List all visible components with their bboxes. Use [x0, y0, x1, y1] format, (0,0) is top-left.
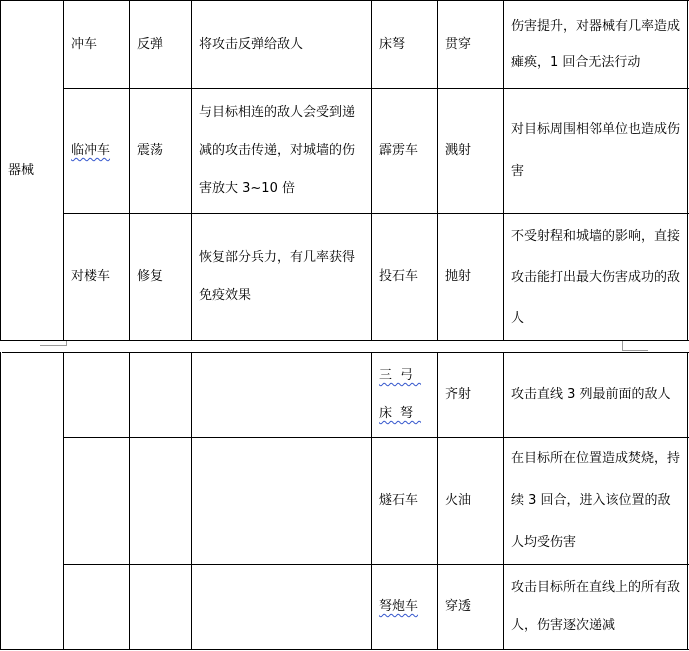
table-border-bottom: [0, 340, 689, 341]
table-cell: [192, 89, 371, 213]
category-cell: [1, 1, 63, 340]
table-cell: [504, 565, 687, 649]
skill-description: 恢复部分兵力，有几率获得免疫效果: [199, 250, 356, 303]
unit-name: 三弓床弩: [379, 368, 422, 421]
table-cell: [64, 214, 129, 340]
unit-name: 投石车: [379, 269, 419, 284]
table-cell: [372, 214, 437, 340]
table-cell: [372, 353, 437, 437]
unit-name: 弩炮车: [379, 599, 419, 614]
page-break-mark: [40, 345, 66, 346]
skill-description: 将攻击反弹给敌人: [199, 36, 304, 52]
skill-name: 震荡: [137, 143, 164, 158]
col-divider: [191, 352, 192, 650]
col-divider: [0, 352, 1, 650]
col-divider: [687, 352, 688, 650]
page-break-mark: [622, 341, 623, 351]
table-cell: [438, 89, 503, 213]
skill-description: 在目标所在位置造成焚烧，持续 3 回合，进入该位置的敌人均受伤害: [511, 451, 681, 550]
skill-description: 不受射程和城墙的影响，直接攻击能打出最大伤害成功的敌人: [511, 228, 681, 326]
table-cell: [130, 214, 191, 340]
table-cell: [372, 89, 437, 213]
skill-name: 抛射: [445, 269, 472, 284]
skill-description: 伤害提升，对器械有几率造成瘫痪，1 回合无法行动: [511, 18, 681, 70]
skill-description: 攻击直线 3 列最前面的敌人: [511, 387, 671, 402]
unit-name: 霹雳车: [379, 143, 419, 158]
table-cell: [372, 1, 437, 88]
table-cell: [192, 214, 371, 340]
unit-name: 床弩: [379, 36, 406, 52]
table-cell: [192, 1, 371, 88]
skill-name: 修复: [137, 269, 164, 284]
col-divider: [687, 0, 688, 341]
skill-name: 贯穿: [445, 36, 472, 52]
table-cell: [372, 565, 437, 649]
skill-description: 攻击目标所在直线上的所有敌人，伤害逐次递减: [511, 580, 681, 633]
unit-name: 冲车: [71, 36, 98, 52]
skill-description: 对目标周围相邻单位也造成伤害: [511, 122, 681, 179]
unit-name: 对楼车: [71, 269, 111, 284]
page-break-mark: [622, 350, 648, 351]
col-divider: [63, 352, 64, 650]
unit-name: 燧石车: [379, 493, 419, 508]
category-label: 器械: [8, 162, 35, 178]
table-cell: [504, 1, 687, 88]
table-cell: [504, 89, 687, 213]
table-cell: [438, 214, 503, 340]
skill-name: 穿透: [445, 599, 472, 614]
table-cell: [64, 89, 129, 213]
table-cell: [438, 565, 503, 649]
table-cell: [130, 1, 191, 88]
table-cell: [438, 353, 503, 437]
table-cell: [130, 89, 191, 213]
unit-name: 临冲车: [71, 143, 111, 158]
skill-name: 齐射: [445, 387, 472, 402]
col-divider: [129, 352, 130, 650]
table-cell: [504, 353, 687, 437]
table-cell: [504, 438, 687, 564]
page-break-mark: [66, 341, 67, 346]
table-cell: [438, 1, 503, 88]
table-border-bottom: [0, 649, 689, 650]
skill-name: 火油: [445, 493, 472, 508]
skill-description: 与目标相连的敌人会受到递减的攻击传递，对城墙的伤害放大 3~10 倍: [199, 105, 356, 196]
table-cell: [438, 438, 503, 564]
table-cell: [504, 214, 687, 340]
skill-name: 反弹: [137, 36, 164, 52]
skill-name: 溅射: [445, 143, 472, 158]
table-cell: [64, 1, 129, 88]
table-cell: [372, 438, 437, 564]
